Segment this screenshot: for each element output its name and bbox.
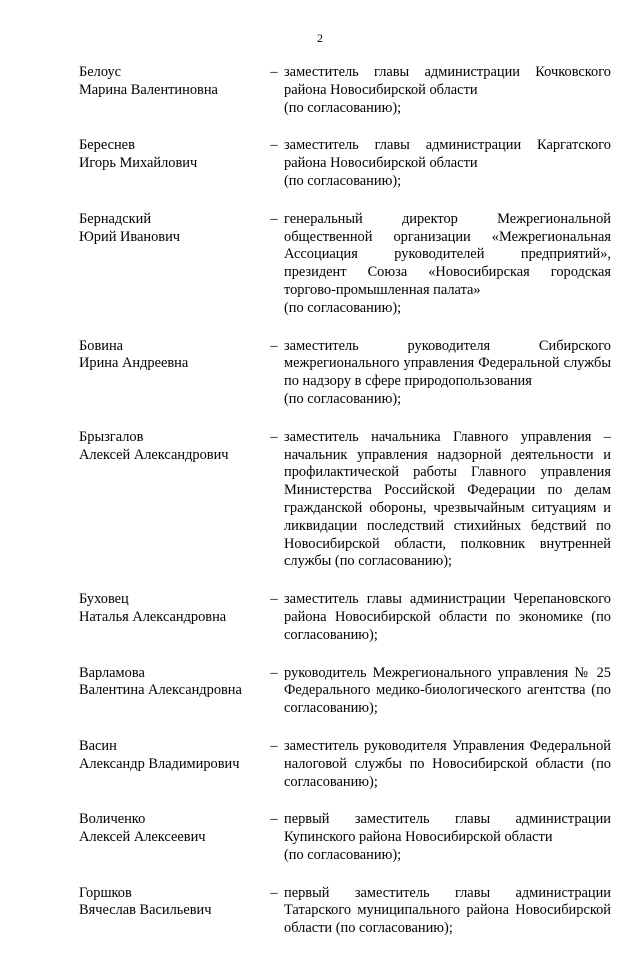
member-surname: Васин [79,737,117,754]
member-surname: Буховец [79,591,129,608]
member-position-text: заместитель начальника Главного управления – начальник управления надзорной деятельности и профилактической работы Главного управления Министерства Российской Федерации по делам гражданской обороны, чрезвычайным ситуациям и ликвидации последствий стихийных бедствий по Новосибирской области, полковник внутренней службы (по согласованию); [284,428,611,570]
member-surname: Бовина [79,337,124,354]
member-name [79,338,264,374]
member-entry [79,885,611,938]
member-position [284,591,611,644]
member-position [284,811,611,864]
member-entry [79,738,611,791]
member-surname: Белоус [79,64,122,80]
member-surname: Брызгалов [79,428,144,445]
member-entry [79,211,611,318]
member-entry [79,665,611,718]
member-position-text: (по согласованию); [284,390,402,407]
member-position [284,211,611,318]
member-position [284,64,611,117]
member-dash: – [270,664,278,681]
member-dash: – [270,884,278,901]
member-surname: Варламова [79,664,145,681]
page-number: 2 [317,31,323,45]
member-name [79,811,264,847]
member-name [79,137,264,173]
member-given-names: Алексей Алексеевич [79,829,206,846]
member-position-text: генеральный директор Межрегиональной общественной организации «Межрегиональная Ассоциация руководителей предприятий», президент Союза «Новосибирская городская торгово-промышленная палата» [284,210,611,298]
member-position-text: заместитель главы администрации Каргатского района Новосибирской области [284,137,611,172]
member-position-text: заместитель главы администрации Кочковского района Новосибирской области [284,64,611,98]
member-entry [79,811,611,864]
member-name [79,591,264,627]
member-position [284,885,611,938]
member-position-text: заместитель руководителя Управления Федеральной налоговой службы по Новосибирской области (по согласованию); [284,737,611,790]
member-position-text: первый заместитель главы администрации Татарского муниципального района Новосибирской области (по согласованию); [284,884,611,937]
member-surname: Воличенко [79,811,146,828]
member-position [284,137,611,190]
member-position-text: заместитель руководителя Сибирского межрегионального управления Федеральной службы по надзору в сфере природопользования [284,337,611,390]
member-dash: – [270,737,278,754]
member-surname: Горшков [79,884,132,901]
member-given-names: Наталья Александровна [79,608,227,625]
member-dash: – [270,64,278,80]
member-given-names: Александр Владимирович [79,755,240,772]
member-given-names: Ирина Андреевна [79,355,189,372]
member-given-names: Алексей Александрович [79,446,229,463]
member-name [79,738,264,774]
member-given-names: Валентина Александровна [79,682,242,699]
member-dash: – [270,428,278,445]
member-given-names: Марина Валентиновна [79,81,218,98]
member-list [79,64,611,958]
member-dash: – [270,811,278,828]
member-entry [79,429,611,571]
member-name [79,885,264,921]
member-position-text: первый заместитель главы администрации Купинского района Новосибирской области [284,811,611,846]
member-given-names: Юрий Иванович [79,228,181,245]
member-given-names: Игорь Михайлович [79,155,198,172]
member-position-text: руководитель Межрегионального управления № 25 Федерального медико-биологического агентства (по согласованию); [284,664,611,717]
member-surname: Бернадский [79,210,152,227]
member-position-text: (по согласованию); [284,99,402,116]
member-entry [79,137,611,190]
member-dash: – [270,337,278,354]
member-position-text: (по согласованию); [284,172,402,189]
member-entry [79,64,611,117]
member-name [79,665,264,701]
member-position-text: (по согласованию); [284,299,402,316]
member-position [284,738,611,791]
member-entry [79,338,611,409]
member-name [79,211,264,247]
member-dash: – [270,591,278,608]
member-dash: – [270,137,278,154]
member-surname: Береснев [79,137,135,154]
member-entry [79,591,611,644]
member-position [284,665,611,718]
member-name [79,64,264,100]
member-given-names: Вячеслав Васильевич [79,902,212,919]
member-dash: – [270,210,278,227]
member-position [284,429,611,571]
member-position-text: (по согласованию); [284,846,402,863]
member-position [284,338,611,409]
member-position-text: заместитель главы администрации Черепановского района Новосибирской области по экономике (по согласованию); [284,591,611,643]
member-name [79,429,264,465]
